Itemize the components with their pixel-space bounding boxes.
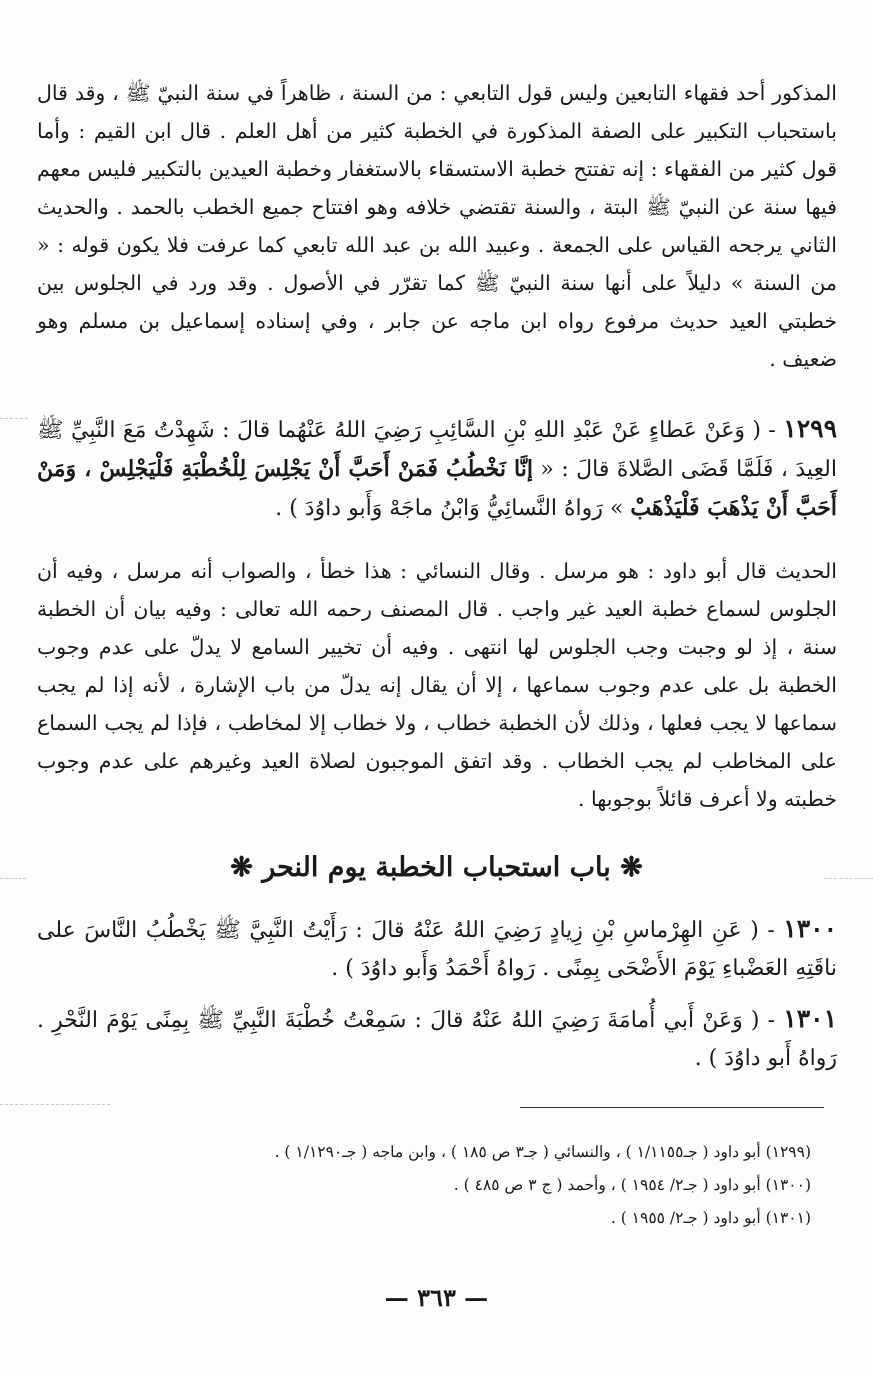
hadith-1299-text — [37, 410, 837, 528]
hadith-1299 — [37, 410, 837, 528]
hadith-body: - ( عَنِ الهِرْماسِ بْنِ زِيادٍ رَضِيَ اللهُ عَنْهُ قالَ : رَأَيْتُ النَّبِيَّ ﷺ يَخْطُبُ النَّاسَ على ناقَتِهِ العَضْباءِ يَوْمَ الأَضْحَى بِمِنًى . رَواهُ أَحْمَدُ وَأَبو داوُدَ ) . — [37, 918, 837, 981]
hadith-1300 — [37, 910, 837, 988]
hadith-source: » رَواهُ النَّسائِيُّ وَابْنُ ماجَهْ وَأَبو داوُدَ ) . — [275, 496, 631, 521]
page-number: — ٣٦٣ — — [384, 1283, 489, 1312]
hadith-1300-text — [37, 910, 837, 988]
hadith-intro: - ( وَعَنْ عَطاءٍ عَنْ عَبْدِ اللهِ بْنِ السَّائِبِ رَضِيَ اللهُ عَنْهُما قالَ : شَهِدْتُ مَعَ النَّبِيِّ ﷺ العِيدَ ، فَلَمَّا قَضَى الصَّلاةَ قالَ : « — [37, 418, 837, 482]
hadith-number: ١٣٠١ — [783, 1004, 837, 1033]
commentary-block-2 — [37, 552, 837, 818]
scan-artifact — [0, 418, 28, 419]
footnotes — [51, 1136, 811, 1235]
footnote-1299: (١٢٩٩) أبو داود ( جـ١/١١٥٥ ) ، والنسائي ( جـ٣ ص ١٨٥ ) ، وابن ماجه ( جـ١/١٢٩٠ ) . — [274, 1143, 811, 1161]
section-heading: ❋ باب استحباب الخطبة يوم النحر ❋ — [230, 852, 643, 883]
commentary-paragraph-1: المذكور أحد فقهاء التابعين وليس قول التابعي : من السنة ، ظاهراً في سنة النبيّ ﷺ ، وقد قال باستحباب التكبير على الصفة المذكورة في الخطبة كثير من أهل العلم . قال ابن القيم : وأما قول كثير من الفقهاء : إنه تفتتح خطبة الاستسقاء بالاستغفار وخطبة العيدين بالتكبير فليس معهم فيها سنة عن النبيّ ﷺ البتة ، والسنة تقتضي خلافه وهو افتتاح جميع الخطب بالحمد . والحديث الثاني يرجحه القياس على الجمعة . وعبيد الله بن عبد الله تابعي كما عرفت فلا يكون قوله : « من السنة » دليلاً على أنها سنة النبيّ ﷺ كما تقرّر في الأصول . وقد ورد في الجلوس بين خطبتي العيد حديث مرفوع رواه ابن ماجه عن جابر ، وفي إسناده إسماعيل بن مسلم وهو ضعيف . — [37, 81, 837, 371]
commentary-block-1 — [37, 74, 837, 378]
hadith-1301-text — [37, 1000, 837, 1078]
hadith-number: ١٣٠٠ — [783, 914, 837, 943]
footnote-1300: (١٣٠٠) أبو داود ( جـ٢/ ١٩٥٤ ) ، وأحمد ( ج ٣ ص ٤٨٥ ) . — [453, 1176, 811, 1194]
footnote-1301: (١٣٠١) أبو داود ( جـ٢/ ١٩٥٥ ) . — [610, 1209, 811, 1227]
footnote-divider — [520, 1107, 824, 1108]
hadith-1301 — [37, 1000, 837, 1078]
hadith-quote: إنَّا نَخْطُبُ فَمَنْ أَحَبَّ أَنْ يَجْلِسَ لِلْخُطْبَةِ فَلْيَجْلِسْ ، وَمَنْ أَحَبَّ أَنْ يَذْهَبَ فَلْيَذْهَبْ — [37, 456, 837, 521]
commentary-paragraph-2: الحديث قال أبو داود : هو مرسل . وقال النسائي : هذا خطأ ، والصواب أنه مرسل ، وفيه أن الجلوس لسماع خطبة العيد غير واجب . قال المصنف رحمه الله تعالى : وفيه بيان أن الخطبة سنة ، إذ لو وجبت وجب الجلوس لها انتهى . وفيه أن تخيير السامع لا يدلّ على عدم وجوب الخطبة بل على عدم وجوب سماعها ، إلا أن يقال إنه يدلّ من باب الإشارة ، لأنه إذا لم يجب سماعها لا يجب فعلها ، وذلك لأن الخطبة خطاب ، ولا خطاب إلا لمخاطب ، فإذا لم يجب السماع على المخاطب لم يجب الخطاب . وقد اتفق الموجبون لصلاة العيد وغيرهم على عدم وجوب خطبته ولا أعرف قائلاً بوجوبها . — [37, 559, 837, 811]
hadith-body: - ( وَعَنْ أَبي أُمامَةَ رَضِيَ اللهُ عَنْهُ قالَ : سَمِعْتُ خُطْبَةَ النَّبِيِّ ﷺ بِمِنًى يَوْمَ النَّحْرِ . رَواهُ أَبو داوُدَ ) . — [37, 1008, 837, 1071]
hadith-number: ١٢٩٩ — [783, 414, 837, 443]
scan-artifact — [0, 1104, 110, 1105]
